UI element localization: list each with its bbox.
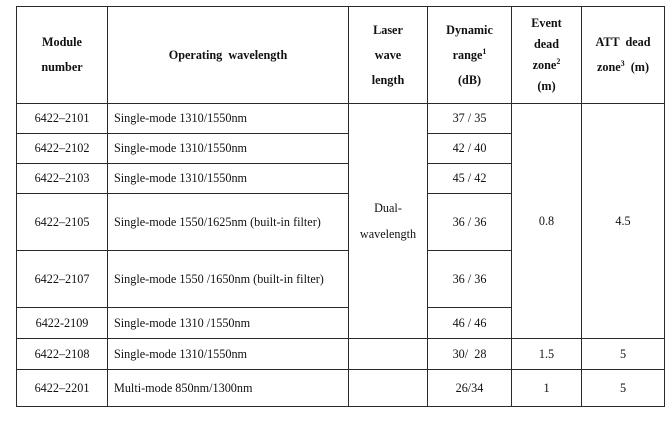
- dynamic-range-cell: 45 / 42: [428, 164, 512, 194]
- att-dead-zone-cell: 5: [582, 370, 665, 407]
- wavelength-cell: Single-mode 1310/1550nm: [108, 104, 349, 134]
- header-att-dead-zone: ATT dead zone$^3$ (m): [582, 7, 665, 104]
- event-dead-zone-cell: 1: [512, 370, 582, 407]
- header-operating-wavelength: Operating wavelength: [108, 7, 349, 104]
- dynamic-range-cell: 36 / 36: [428, 251, 512, 308]
- module-number-cell: 6422–2105: [17, 194, 108, 251]
- module-number-cell: 6422–2108: [17, 339, 108, 370]
- event-dead-zone-cell: 1.5: [512, 339, 582, 370]
- wavelength-cell: Single-mode 1310/1550nm: [108, 164, 349, 194]
- wavelength-cell: Single-mode 1310/1550nm: [108, 339, 349, 370]
- module-number-cell: 6422–2201: [17, 370, 108, 407]
- header-event-dead-zone: Event dead zone$^2$ (m): [512, 7, 582, 104]
- dynamic-range-cell: 42 / 40: [428, 134, 512, 164]
- module-number-cell: 6422–2102: [17, 134, 108, 164]
- att-dead-zone-cell: 5: [582, 339, 665, 370]
- header-module-number: Module number: [17, 7, 108, 104]
- module-number-cell: 6422–2101: [17, 104, 108, 134]
- module-spec-table: [16, 6, 665, 407]
- header-dynamic-range: Dynamic range$^1$ (dB): [428, 7, 512, 104]
- table-row: [17, 370, 665, 407]
- dynamic-range-cell: 36 / 36: [428, 194, 512, 251]
- dynamic-range-cell: 30/ 28: [428, 339, 512, 370]
- module-number-cell: 6422–2107: [17, 251, 108, 308]
- dynamic-range-cell: 37 / 35: [428, 104, 512, 134]
- wavelength-cell: Single-mode 1310/1550nm: [108, 134, 349, 164]
- header-laser-wavelength: Laser wave length: [349, 7, 428, 104]
- wavelength-cell: Single-mode 1310 /1550nm: [108, 308, 349, 339]
- laser-wavelength-cell: [349, 370, 428, 407]
- header-row: [17, 7, 665, 104]
- laser-wavelength-cell: Dual- wavelength: [349, 104, 428, 339]
- wavelength-cell: Single-mode 1550/1625nm (built-in filter): [108, 194, 349, 251]
- laser-wavelength-cell: [349, 339, 428, 370]
- event-dead-zone-cell: 0.8: [512, 104, 582, 339]
- dynamic-range-cell: 46 / 46: [428, 308, 512, 339]
- table-row: [17, 339, 665, 370]
- table-row: [17, 104, 665, 134]
- module-number-cell: 6422-2109: [17, 308, 108, 339]
- dynamic-range-cell: 26/34: [428, 370, 512, 407]
- module-number-cell: 6422–2103: [17, 164, 108, 194]
- wavelength-cell: Multi-mode 850nm/1300nm: [108, 370, 349, 407]
- wavelength-cell: Single-mode 1550 /1650nm (built-in filter): [108, 251, 349, 308]
- att-dead-zone-cell: 4.5: [582, 104, 665, 339]
